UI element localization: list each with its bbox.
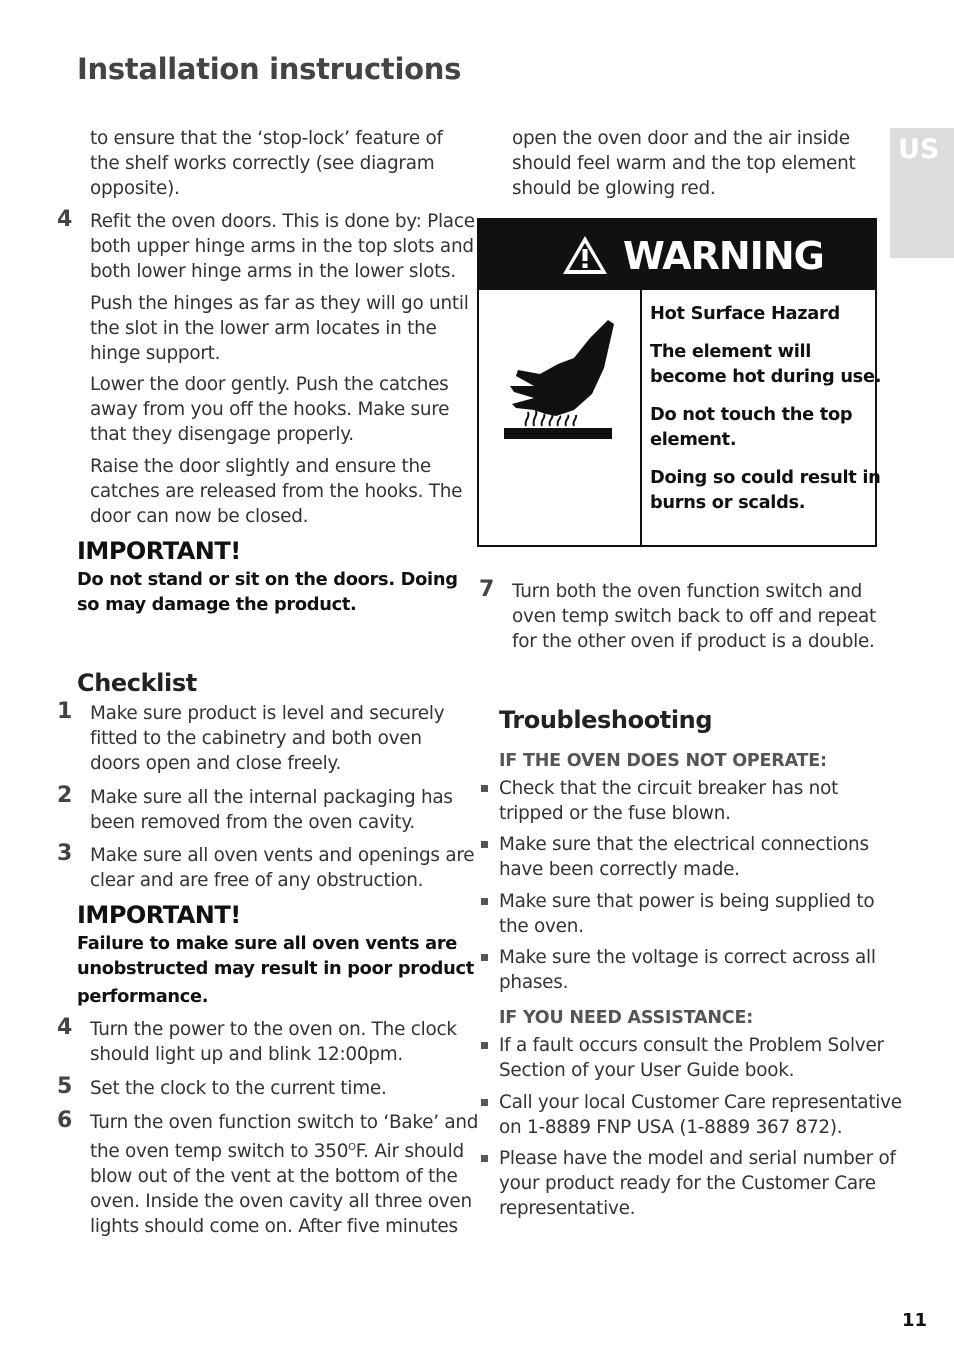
checklist-item: Make sure all oven vents and openings are clear and are free of any obstruction. <box>90 845 475 891</box>
warning-header <box>479 220 875 290</box>
step-number: 1 <box>57 699 73 724</box>
list-item: Please have the model and serial number of your product ready for the Customer Care representative. <box>499 1148 896 1219</box>
warning-label: WARNING <box>623 234 824 278</box>
subheading: IF YOU NEED ASSISTANCE: <box>499 1008 754 1028</box>
step-number: 4 <box>57 1015 73 1040</box>
bullet <box>481 1155 488 1162</box>
intro-text: to ensure that the ‘stop-lock’ feature of the shelf works correctly (see diagram opposite). <box>90 128 443 199</box>
warning-box <box>477 218 882 547</box>
list-item: Make sure the voltage is correct across all phases. <box>499 947 876 993</box>
step-text: Turn both the oven function switch and oven temp switch back to off and repeat for the other oven if product is a double. <box>512 581 877 652</box>
checklist-item: Make sure product is level and securely fitted to the cabinetry and both oven doors open and close freely. <box>90 703 445 774</box>
important-heading: IMPORTANT! <box>77 537 241 565</box>
step-text: Turn the power to the oven on. The clock should light up and blink 12:00pm. <box>90 1019 457 1065</box>
bullet <box>481 1099 488 1106</box>
step-text: Lower the door gently. Push the catches away from you off the hooks. Make sure that they disengage properly. <box>90 374 450 445</box>
list-item: Make sure that the electrical connections have been correctly made. <box>499 834 869 880</box>
bullet <box>481 841 488 848</box>
step-text: Raise the door slightly and ensure the catches are released from the hooks. The door can now be closed. <box>90 456 463 527</box>
list-item: Make sure that power is being supplied to the oven. <box>499 891 875 937</box>
important-heading: IMPORTANT! <box>77 901 241 929</box>
bullet <box>481 785 488 792</box>
step-number: 7 <box>479 577 495 602</box>
troubleshooting-heading: Troubleshooting <box>499 706 713 734</box>
bullet <box>481 898 488 905</box>
important-text: Do not stand or sit on the doors. Doing so may damage the product. <box>77 569 458 615</box>
page-number: 11 <box>901 1310 927 1331</box>
step-text: Turn the oven function switch to ‘Bake’ and the oven temp switch to $350^OF$. Air should blow out of the vent at the bottom of the oven. Inside the oven cavity all three oven lights should come on. After five minutes <box>90 1112 479 1237</box>
continued-text: open the oven door and the air inside should feel warm and the top element should be glowing red. <box>512 128 856 199</box>
step-text: Set the clock to the current time. <box>90 1078 387 1099</box>
language-tab-label: US <box>898 134 940 165</box>
bullet <box>481 1042 488 1049</box>
warning-triangle-icon <box>561 234 609 276</box>
list-item: Call your local Customer Care representative on 1-8889 FNP USA (1-8889 367 872). <box>499 1092 902 1138</box>
warning-text: Hot Surface Hazard The element will become hot during use. Do not touch the top element. Doing so could result in burns or scalds. <box>650 303 882 513</box>
checklist-heading: Checklist <box>77 669 197 697</box>
step-number: 6 <box>57 1108 73 1133</box>
language-tab <box>890 128 954 258</box>
subheading: IF THE OVEN DOES NOT OPERATE: <box>499 751 827 771</box>
warning-divider <box>640 290 642 547</box>
important-text: Failure to make sure all oven vents are unobstructed may result in poor product performance. <box>77 933 474 1007</box>
bullet <box>481 954 488 961</box>
list-item: Check that the circuit breaker has not tripped or the fuse blown. <box>499 778 839 824</box>
page-title: Installation instructions <box>77 52 462 86</box>
step-number: 3 <box>57 841 73 866</box>
list-item: If a fault occurs consult the Problem Solver Section of your User Guide book. <box>499 1035 884 1081</box>
step-number: 2 <box>57 783 73 808</box>
step-number: 5 <box>57 1074 73 1099</box>
step-text: Push the hinges as far as they will go until the slot in the lower arm locates in the hinge support. <box>90 293 469 364</box>
step-text: Refit the oven doors. This is done by: Place both upper hinge arms in the top slots and both lower hinge arms in the lower slots. <box>90 211 475 282</box>
checklist-item: Make sure all the internal packaging has been removed from the oven cavity. <box>90 787 453 833</box>
hot-surface-hand-icon <box>504 318 616 442</box>
step-number: 4 <box>57 207 73 232</box>
